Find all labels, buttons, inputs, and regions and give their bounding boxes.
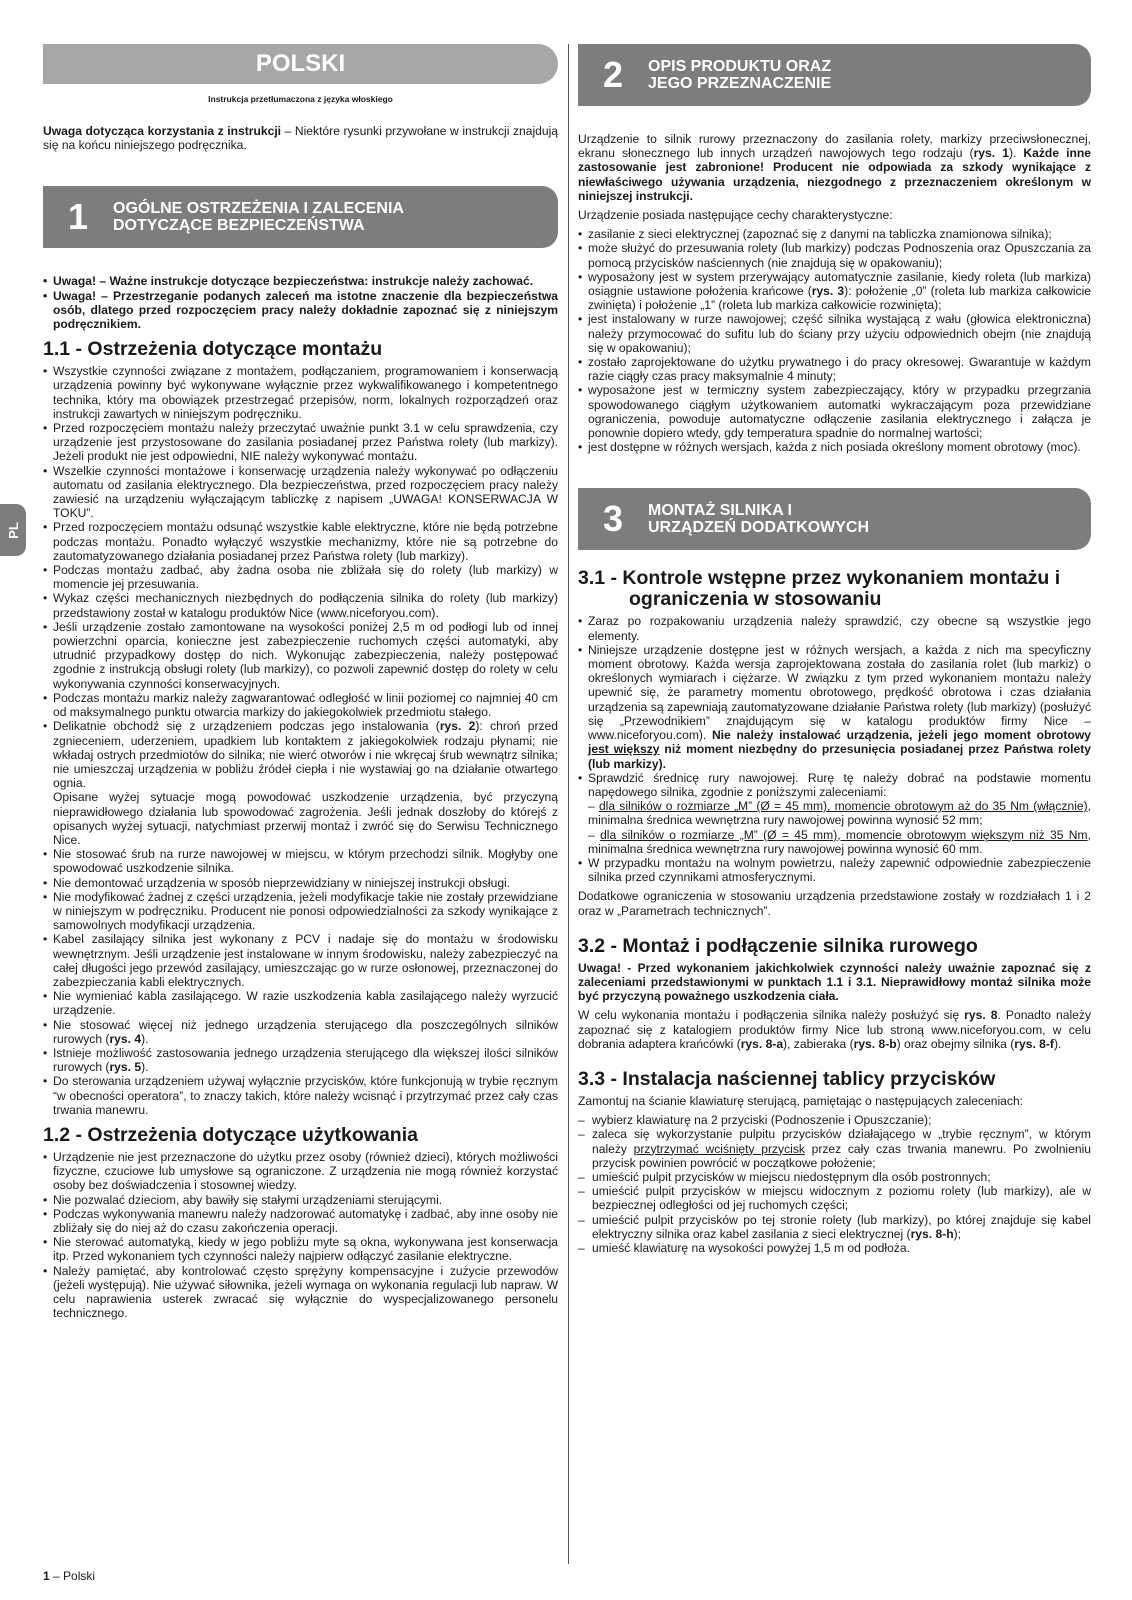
section-3-title-line2: URZĄDZEŃ DODATKOWYCH	[648, 519, 870, 537]
section-3-title-line1: MONTAŻ SILNIKA I	[648, 502, 792, 520]
list-item	[578, 1213, 1091, 1241]
list-item: • Wykaz części mechanicznych niezbędnych do podłączenia silnika do rolety (lub markizy) przedstawiony został w katalogu produktów Nice (www.niceforyou.com).	[43, 591, 558, 619]
figure-ref: rys. 3	[811, 284, 845, 299]
para-text: Urządzenie to silnik rurowy przeznaczony do zasilania rolety, markizy przeciwsłonecznej, ekranu słonecznego lub innych urządzeń nawojowych tego rodzaju (	[578, 132, 1091, 161]
heading-1-2: 1.2 - Ostrzeżenia dotyczące użytkowania	[43, 1123, 418, 1146]
section-3-2-warning: Uwaga! - Przed wykonaniem jakichkolwiek czynności należy uważnie zapoznać się z zaleceniami przedstawionymi w punktach 1.1 i 3.1. Nieprawidłowy montaż silnika może być przyczyną poważnego uszkodzenia ciała.	[578, 960, 1091, 1004]
dash-underlined: dla silników o rozmiarze „M” (Ø = 45 mm), momencie obrotowym aż do 35 Nm (włącznie)	[598, 799, 1088, 814]
list-item: • Przed rozpoczęciem montażu należy przeczytać uważnie punkt 3.1 w celu sprawdzenia, czy urządzenie jest przystosowane do zasilania posiadanej przez Państwa rolety (lub markizy). Jeżeli produkt nie jest odpowiedni, NIE należy wykonywać montażu.	[43, 421, 558, 464]
para-text: W celu wykonania montażu i podłączenia silnika należy posłużyć się	[578, 1008, 965, 1023]
language-header: POLSKI	[43, 44, 558, 84]
language-side-tab	[0, 504, 26, 556]
intro-text: – Niektóre rysunki przywołane w instrukcji znajdują się na końcu niniejszego podręcznika.	[43, 124, 558, 153]
list-item: • Nie pozwalać dzieciom, aby bawiły się stałymi urządzeniami sterującymi.	[43, 1193, 558, 1207]
item-underlined: przytrzymać wciśnięty przycisk	[633, 1141, 805, 1156]
item-text: ): położenie „0” (roleta lub markiza całkowicie zwinięta) i położenie „1” (roleta lub markiza całkowicie rozwinięta);	[588, 284, 1091, 313]
section-3-title	[648, 502, 869, 536]
section-2-header	[578, 44, 1091, 106]
list-item: • może służyć do przesuwania rolety (lub markizy) podczas Podnoszenia oraz Opuszczania za pomocą przycisków naściennych (nie znajdują się w opakowaniu);	[578, 241, 1091, 269]
section-2-title	[648, 58, 831, 92]
list-2	[578, 227, 1091, 454]
list-3-3	[578, 1113, 1091, 1255]
section-1-title	[113, 200, 404, 234]
side-tab-label: PL	[5, 521, 21, 539]
list-item: • jest instalowany w rurze nawojowej; część silnika wystającą z wału (głowica elektroniczna) należy przymocować do sufitu lub do ściany przy użyciu odpowiednich obejm (nie znajdują się w opakowaniu);	[578, 312, 1091, 355]
list-item: • zostało zaprojektowane do użytku prywatnego i do pracy okresowej. Gwarantuje w każdym razie ciągły czas pracy maksymalnie 4 minuty;	[578, 355, 1091, 383]
figure-ref: rys. 5	[109, 1060, 142, 1075]
para-text: ).	[1008, 146, 1024, 161]
list-item: • Podczas montażu zadbać, aby żadna osoba nie zbliżała się do rolety (lub markizy) w momencie jej przesuwania.	[43, 563, 558, 591]
list-item: • Jeśli urządzenie zostało zamontowane na wysokości poniżej 2,5 m od podłogi lub od innej powierzchni oparcia, konieczne jest zabezpieczenie ruchomych części automatyki, aby utrudnić przypadkowy dostęp do nich. Wykonując zabezpieczenia, należy postępować zgodnie z instrukcją obsługi rolety (lub markizy), co pozwoli zapewnić dostęp do rolety w celu wykonywania czynności konserwacyjnych.	[43, 620, 558, 691]
list-item: • Podczas wykonywania manewru należy nadzorować automatykę i zadbać, aby inne osoby nie zbliżały się do niej aż do czasu zakończenia operacji.	[43, 1207, 558, 1235]
para-bold: Każde inne zastosowanie jest zabronione! Producent nie odpowiada za szkody wynikające z niewłaściwego używania urządzenia, niezgodnego z przeznaczeniem określonym w niniejszej instrukcji.	[578, 146, 1091, 203]
list-item	[43, 1046, 558, 1074]
figure-ref: rys. 2	[439, 719, 476, 734]
left-column	[43, 44, 558, 1325]
warning-item: • Uwaga! – Ważne instrukcje dotyczące bezpieczeństwa: instrukcje należy zachować.	[43, 274, 558, 288]
section-2-title-line2: JEGO PRZEZNACZENIE	[648, 75, 832, 92]
dash-item: – dla silników o rozmiarze „M” (Ø = 45 mm), momencie obrotowym większym niż 35 Nm, minimalna średnica wewnętrzna rury nawojowej powinna wynosić 60 mm.	[588, 827, 1091, 856]
column-divider	[568, 44, 569, 1564]
list-item: – wybierz klawiaturę na 2 przyciski (Podnoszenie i Opuszczanie);	[578, 1113, 1091, 1127]
item-bold: Nie należy instalować urządzenia, jeżeli jego moment obrotowy	[711, 728, 1091, 743]
dash-text: , minimalna średnica wewnętrzna rury nawojowej powinna wynosić 52 mm;	[588, 799, 1092, 828]
heading-3-1: 3.1 - Kontrole wstępne przez wykonaniem montażu i ograniczenia w stosowaniu	[578, 567, 1061, 611]
list-item: • jest dostępne w różnych wersjach, każda z nich posiada określony moment obrotowy (moc).	[578, 440, 1091, 454]
section-3-header	[578, 488, 1091, 550]
dash-item: – dla silników o rozmiarze „M” (Ø = 45 mm), momencie obrotowym aż do 35 Nm (włącznie), minimalna średnica wewnętrzna rury nawojowej powinna wynosić 52 mm;	[588, 799, 1092, 828]
item-text: );	[953, 1226, 962, 1241]
list-item: • Przed rozpoczęciem montażu odsunąć wszystkie kable elektryczne, które nie będą potrzebne podczas montażu. Ponadto wyłączyć wszystkie mechanizmy, które nie są potrzebne do zautomatyzowanego działania posiadanej przez Państwa rolety (lub markizy).	[43, 520, 558, 563]
item-text: Delikatnie obchodź się z urządzeniem podczas jego instalowania (	[53, 719, 440, 734]
translation-note: Instrukcja przetłumaczona z języka włoskiego	[208, 94, 393, 104]
list-item: • Nie modyfikować żadnej z części urządzenia, jeżeli modyfikacje takie nie zostały przewidziane w niniejszym w podręczniku. Producent nie ponosi odpowiedzialności za szkody wynikające z samowolnych modyfikacji urządzenia.	[43, 890, 558, 933]
item-text: Opisane wyżej sytuacje mogą powodować uszkodzenie urządzenia, być przyczyną nieprawidłowego działania lub spowodować zagrożenia. Jeśli jednak doszłoby do którejś z opisanych wyżej sytuacji, natychmiast przerwij montaż i zwróć się do Serwisu Technicznego Nice.	[53, 790, 558, 847]
section-3-number: 3	[602, 498, 624, 540]
item-text: Istnieje możliwość zastosowania jednego urządzenia sterującego dla większej ilości silników rurowych (	[53, 1045, 558, 1075]
para-text: ) oraz obejmy silnika (	[896, 1036, 1015, 1051]
list-item: • zasilanie z sieci elektrycznej (zapoznać się z danymi na tabliczka znamionowa silnika);	[578, 227, 1091, 241]
list-1-1	[43, 364, 558, 1117]
list-item	[578, 270, 1091, 313]
page-number: 1	[43, 1569, 50, 1583]
intro-lead: Uwaga dotycząca korzystania z instrukcji	[43, 124, 282, 138]
item-bold: niż moment niezbędny do przesunięcia posiadanej przez Państwa rolety (lub markizy).	[588, 742, 1091, 771]
list-3-1	[578, 614, 1091, 884]
figure-ref: rys. 4	[109, 1031, 142, 1046]
section-1-number: 1	[67, 196, 89, 238]
list-item	[578, 771, 1091, 856]
list-1-2	[43, 1150, 558, 1320]
section-2-features-intro: Urządzenie posiada następujące cechy charakterystyczne:	[578, 208, 893, 223]
item-text: ).	[141, 1031, 149, 1046]
heading-1-1: 1.1 - Ostrzeżenia dotyczące montażu	[43, 338, 383, 361]
heading-3-2: 3.2 - Montaż i podłączenie silnika rurowego	[578, 934, 978, 957]
section-1-header	[43, 186, 558, 248]
list-item: • Kabel zasilający silnika jest wykonany z PCV i nadaje się do montażu w środowisku wewnętrznym. Jeśli urządzenie jest instalowane w innym środowisku, należy zabezpieczyć na całej długości jego przewód zasilający, umieszczając go w rurze osłonowej, przeznaczonej do zabezpieczania kabli elektrycznych.	[43, 932, 558, 989]
list-item: – umieścić pulpit przycisków w miejscu niedostępnym dla osób postronnych;	[578, 1170, 1091, 1184]
section-3-1-note: Dodatkowe ograniczenia w stosowaniu urządzenia przedstawione zostały w rozdziałach 1 i 2 oraz w „Parametrach technicznych”.	[578, 889, 1091, 918]
dash-text: , minimalna średnica wewnętrzna rury nawojowej powinna wynosić 60 mm.	[588, 827, 1091, 856]
list-item: • Do sterowania urządzeniem używaj wyłącznie przycisków, które funkcjonują w trybie ręcznym “w obecności operatora”, to znaczy takich, które należy wcisnąć i przytrzymać przez cały czas trwania manewru.	[43, 1074, 558, 1117]
section-1-title-line1: OGÓLNE OSTRZEŻENIA I ZALECENIA	[113, 200, 404, 218]
list-item: • wyposażone jest w termiczny system zabezpieczający, który w przypadku przegrzania spowodowanego ciągłym użytkowaniem automatki wykraczającym poza przewidziane ograniczenia, powoduje automatyczne odłączenie zasilania elektrycznego i załącza je ponownie dopiero wtedy, gdy temperatura spadnie do normalnej wartości;	[578, 383, 1091, 440]
list-item	[43, 1018, 558, 1046]
section-2-number: 2	[602, 54, 624, 95]
item-text: Niniejsze urządzenie dostępne jest w różnych wersjach, a każda z nich ma specyficzny moment obrotowy. Każda wersja zaprojektowana została do zasilania rolet (lub markiz) o określonych wymiarach i ciężarze. W związku z tym przed wykonaniem montażu należy upewnić się, że parametry momentu obrotowego, prędkość obrotowa i czas działania urządzenia są zapewniają zautomatyzowane działanie Państwa rolety (lub markizy) (posłużyć się „Przewodnikiem” znajdującym się w katalogu produktów firmy Nice – www.niceforyou.com).	[588, 642, 1091, 743]
item-text: umieścić pulpit przycisków po tej stronie rolety (lub markizy), po której znajduje się kabel elektryczny silnika oraz kabel zasilania z sieci elektrycznej (	[592, 1212, 1091, 1241]
figure-ref: rys. 8-f	[1014, 1036, 1054, 1051]
list-item: • Podczas montażu markiz należy zagwarantować odległość w linii poziomej co najmniej 40 cm od maksymalnego punktu otwarcia markizy do jakiegokolwiek przedmiotu stałego.	[43, 691, 558, 719]
item-text: ): chroń przed zgnieceniem, uderzeniem, upadkiem lub kontaktem z jakiegokolwiek rodzaju płynami; nie wkładaj ostrych przedmiotów do silnika; nie wierć otworów i nie wkręcaj śrub wewnątrz silnika; nie umieszczaj urządzenia w pobliżu źródeł ciepła i nie wystawiaj go na działanie otwartego ognia.	[53, 719, 558, 791]
list-item: • Nie stosować śrub na rurze nawojowej w miejscu, w którym przechodzi silnik. Mogłyby one spowodować uszkodzenie silnika.	[43, 847, 558, 875]
para-text: ), zabieraka (	[783, 1036, 854, 1051]
list-item: • Urządzenie nie jest przeznaczone do użytku przez osoby (również dzieci), których możliwości fizyczne, czuciowe lub umysłowe są ograniczone. Z urządzenia nie mogą również korzystać osoby bez doświadczenia i stosownej wiedzy.	[43, 1150, 558, 1193]
list-item: – umieścić pulpit przycisków w miejscu widocznym z poziomu rolety (lub markizy), ale w bezpiecznej odległości od jej ruchomych części;	[578, 1184, 1091, 1212]
list-item: • Nie demontować urządzenia w sposób nieprzewidziany w niniejszej instrukcji obsługi.	[43, 876, 558, 890]
figure-ref: rys. 8-h	[910, 1226, 954, 1241]
list-item: • Wszelkie czynności montażowe i konserwację urządzenia należy wykonywać po odłączeniu automatu od zasilania elektrycznego. Dla bezpieczeństwa, przed rozpoczęciem pracy należy zawiesić na urządzeniu wyłączającym tabliczkę z napisem „UWAGA! KONSERWACJA W TOKU”.	[43, 464, 558, 521]
list-item: • Zaraz po rozpakowaniu urządzenia należy sprawdzić, czy obecne są wszystkie jego elementy.	[578, 614, 1091, 642]
footer-text: – Polski	[49, 1569, 96, 1583]
heading-3-3: 3.3 - Instalacja naściennej tablicy przycisków	[578, 1067, 996, 1090]
figure-ref: rys. 8-a	[740, 1036, 784, 1051]
figure-ref: rys. 1	[973, 146, 1009, 161]
list-item	[578, 643, 1091, 771]
list-item: • Wszystkie czynności związane z montażem, podłączaniem, programowaniem i konserwacją urządzenia powinny być wykonywane wyłącznie przez wykwalifikowanego i kompetentnego technika, który ma obowiązek przestrzegać przepisów, norm, lokalnych rozporządzeń oraz instrukcji zawartych w niniejszym podręczniku.	[43, 364, 558, 421]
safety-warnings	[43, 274, 558, 331]
page-footer	[43, 1569, 95, 1583]
item-bold-underline: jest większy	[588, 742, 660, 757]
section-3-3-intro: Zamontuj na ścianie klawiaturę sterującą, pamiętając o następujących zaleceniach:	[578, 1093, 1024, 1108]
figure-ref: rys. 8-b	[853, 1036, 897, 1051]
section-3-2-paragraph	[578, 1008, 1091, 1051]
dash-underlined: dla silników o rozmiarze „M” (Ø = 45 mm), momencie obrotowym większym niż 35 Nm	[600, 827, 1088, 842]
list-item: – umieść klawiaturę na wysokości powyżej 1,5 m od podłoża.	[578, 1241, 1091, 1255]
para-text: ).	[1053, 1036, 1062, 1051]
section-1-title-line2: DOTYCZĄCE BEZPIECZEŃSTWA	[113, 217, 365, 235]
list-item: • Nie sterować automatyką, kiedy w jego pobliżu myte są okna, wykonywana jest konserwacja itp. Przed wykonaniem tych czynności należy najpierw odłączyć zasilanie elektryczne.	[43, 1235, 558, 1263]
section-2-title-line1: OPIS PRODUKTU ORAZ	[648, 58, 832, 75]
para-text: . Ponadto należy zapoznać się z katalogiem produktów firmy Nice lub stroną www.niceforyou.com, w celu dobrania adaptera krańcówki (	[578, 1008, 1092, 1051]
intro-paragraph	[43, 124, 558, 152]
item-text: Nie stosować więcej niż jednego urządzenia sterującego dla poszczególnych silników rurowych (	[53, 1017, 558, 1046]
right-column	[578, 44, 1091, 1260]
list-item: • W przypadku montażu na wolnym powietrzu, należy zapewnić odpowiednie zabezpieczenie silnika przed czynnikami atmosferycznymi.	[578, 856, 1091, 884]
figure-ref: rys. 8	[964, 1008, 998, 1023]
section-2-paragraph	[578, 132, 1091, 203]
item-text: ).	[141, 1060, 149, 1075]
list-item	[578, 1127, 1091, 1170]
list-item: • Należy pamiętać, aby kontrolować często sprężyny kompensacyjne i zużycie przewodów (jeżeli występują). Nie używać siłownika, jeżeli wymaga on wykonania regulacji lub napraw. W celu naprawienia usterek zwracać się wyłącznie do wyspecjalizowanego personelu technicznego.	[43, 1264, 558, 1321]
item-text: zaleca się wykorzystanie pulpitu przycisków działającego w „trybie ręcznym”, w którym należy	[592, 1127, 1091, 1156]
warning-item: • Uwaga! – Przestrzeganie podanych zaleceń ma istotne znaczenie dla bezpieczeństwa osób, dlatego przed rozpoczęciem pracy należy dokładnie zapoznać się z niniejszym podręcznikiem.	[43, 289, 558, 332]
list-item: • Nie wymieniać kabla zasilającego. W razie uszkodzenia kabla zasilającego należy wyrzucić urządzenie.	[43, 989, 558, 1017]
item-text: przez cały czas trwania manewru. Po zwolnieniu przycisk powinien powrócić w początkowe położenie;	[592, 1141, 1091, 1170]
item-text: wyposażony jest w system przerywający automatycznie zasilanie, kiedy roleta (lub markiza) osiągnie ustawione położenia krańcowe (	[588, 269, 1091, 299]
list-item	[43, 719, 558, 847]
item-text: Sprawdzić średnicę rury nawojowej. Rurę tę należy dobrać na podstawie momentu napędowego silnika, zgodnie z poniższymi zaleceniami:	[588, 770, 1091, 799]
